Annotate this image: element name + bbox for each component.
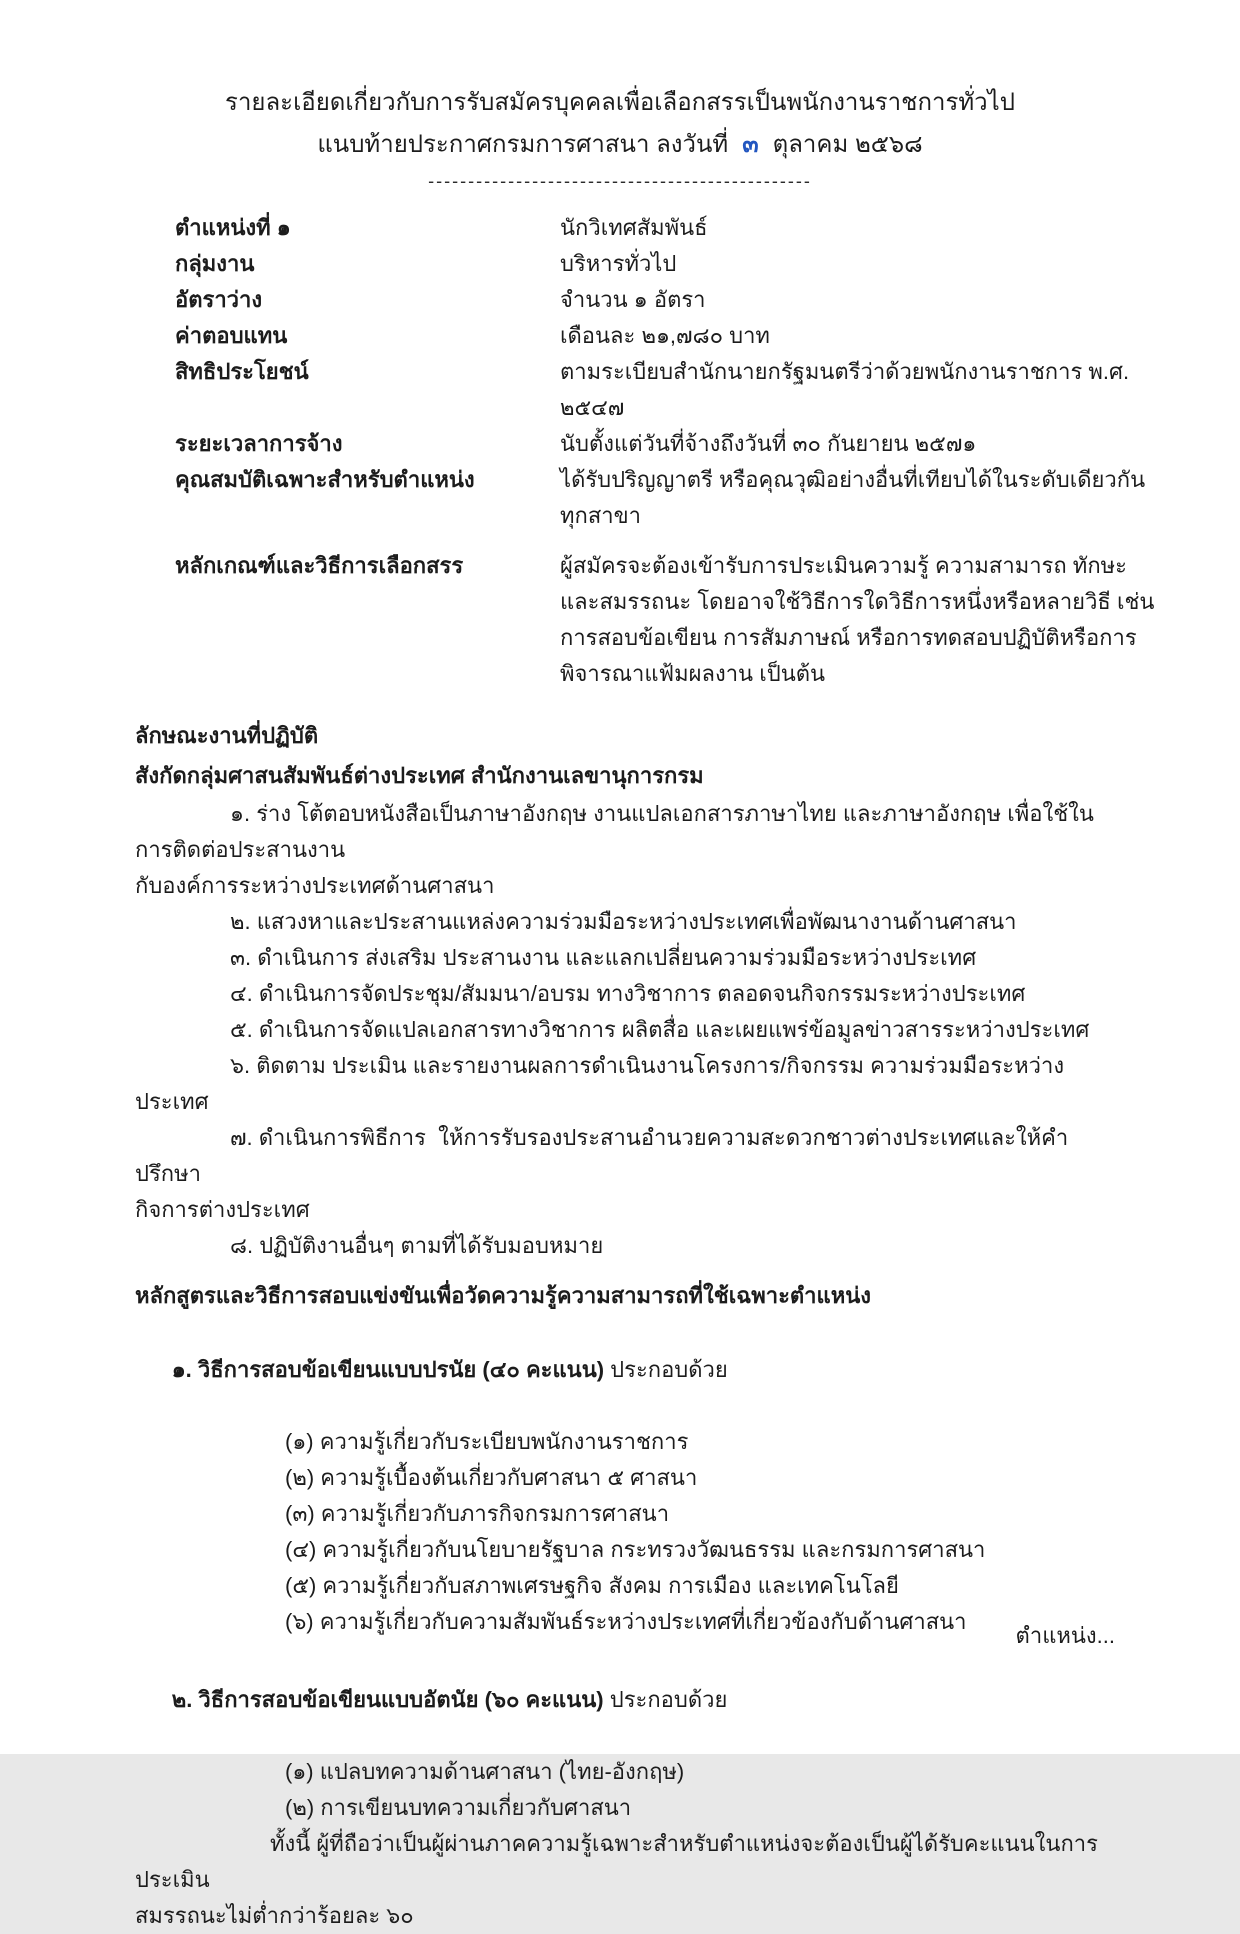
dashed-separator: ------------------------------------------------	[428, 171, 812, 191]
exam-part2-item: (๒) การเขียนบทความเกี่ยวกับศาสนา	[285, 1795, 632, 1820]
exam-note-line-continuation: สมรรถนะไม่ต่ำกว่าร้อยละ ๖๐	[135, 1903, 414, 1928]
exam-part1-item: (๔) ความรู้เกี่ยวกับนโยบายรัฐบาล กระทรวงวัฒนธรรม และกรมการศาสนา	[285, 1537, 986, 1562]
exam-part1-item: (๒) ความรู้เบื้องต้นเกี่ยวกับศาสนา ๕ ศาสนา	[285, 1465, 698, 1490]
exam-part1-title-rest: ประกอบด้วย	[604, 1357, 728, 1382]
detail-value: ผู้สมัครจะต้องเข้ารับการประเมินความรู้ ความสามารถ ทักษะ และสมรรถนะ โดยอาจใช้วิธีการใดวิธีการหนึ่งหรือหลายวิธี เช่น การสอบข้อเขียน การสัมภาษณ์ หรือการทดสอบปฏิบัติหรือการ พิจารณาแฟ้มผลงาน เป็นต้น	[560, 553, 1155, 686]
page-continuation-marker: ตำแหน่ง...	[1015, 1623, 1115, 1648]
detail-value: บริหารทั่วไป	[560, 251, 677, 276]
detail-label: ค่าตอบแทน	[175, 323, 288, 348]
duty-line: ๓. ดำเนินการ ส่งเสริม ประสานงาน และแลกเปลี่ยนความร่วมมือระหว่างประเทศ	[230, 945, 977, 970]
duties-subheading: สังกัดกลุ่มศาสนสัมพันธ์ต่างประเทศ สำนักงานเลขานุการกรม	[135, 763, 704, 788]
duties-section	[135, 716, 1120, 1264]
duty-line: ๘. ปฏิบัติงานอื่นๆ ตามที่ได้รับมอบหมาย	[230, 1233, 604, 1258]
detail-label: กลุ่มงาน	[175, 251, 255, 276]
duty-line: ๗. ดำเนินการพิธีการ ให้การรับรองประสานอำนวยความสะดวกชาวต่างประเทศและให้คำปรึกษา	[135, 1125, 1069, 1186]
exam-part2-title	[135, 1646, 1120, 1754]
detail-row-salary	[175, 318, 1180, 354]
duties-heading: ลักษณะงานที่ปฏิบัติ	[135, 723, 319, 748]
title-line2-suffix: ตุลาคม ๒๕๖๘	[772, 131, 923, 158]
detail-row-vacancy	[175, 282, 1180, 318]
detail-value: นักวิเทศสัมพันธ์	[560, 215, 708, 240]
detail-label: คุณสมบัติเฉพาะสำหรับตำแหน่ง	[175, 467, 475, 492]
detail-label: อัตราว่าง	[175, 287, 263, 312]
detail-row-employment-period	[175, 426, 1180, 462]
detail-row-position	[175, 210, 1180, 246]
detail-value: เดือนละ ๒๑,๗๘๐ บาท	[560, 323, 770, 348]
exam-section	[135, 1276, 1120, 1934]
exam-part1-item: (๖) ความรู้เกี่ยวกับความสัมพันธ์ระหว่างประเทศที่เกี่ยวข้องกับด้านศาสนา	[285, 1609, 967, 1634]
detail-value: ได้รับปริญญาตรี หรือคุณวุฒิอย่างอื่นที่เทียบได้ในระดับเดียวกัน ทุกสาขา	[560, 467, 1146, 528]
duty-line-continuation: กิจการต่างประเทศ	[135, 1197, 310, 1222]
detail-label: ระยะเวลาการจ้าง	[175, 431, 343, 456]
detail-row-benefits	[175, 354, 1180, 426]
duty-line: ๔. ดำเนินการจัดประชุม/สัมมนา/อบรม ทางวิชาการ ตลอดจนกิจกรรมระหว่างประเทศ	[230, 981, 1026, 1006]
exam-part2-title-rest: ประกอบด้วย	[603, 1687, 728, 1712]
duty-line: ๕. ดำเนินการจัดแปลเอกสารทางวิชาการ ผลิตสื่อ และเผยแพร่ข้อมูลข่าวสารระหว่างประเทศ	[230, 1017, 1090, 1042]
exam-part2-item: (๑) แปลบทความด้านศาสนา (ไทย-อังกฤษ)	[285, 1759, 685, 1784]
title-line2-prefix: แนบท้ายประกาศกรมการศาสนา ลงวันที่	[317, 131, 729, 158]
exam-part1-item: (๕) ความรู้เกี่ยวกับสภาพเศรษฐกิจ สังคม การเมือง และเทคโนโลยี	[285, 1573, 899, 1598]
detail-row-workgroup	[175, 246, 1180, 282]
announcement-date-day: ๓	[742, 131, 759, 158]
exam-note-line: ทั้งนี้ ผู้ที่ถือว่าเป็นผู้ผ่านภาคความรู้เฉพาะสำหรับตำแหน่งจะต้องเป็นผู้ได้รับคะแนนในการประเมิน	[135, 1831, 1098, 1892]
detail-row-qualifications	[175, 462, 1180, 534]
detail-label: สิทธิประโยชน์	[175, 359, 309, 384]
detail-row-selection-criteria	[175, 548, 1180, 692]
position-details-block	[175, 210, 1180, 692]
document-title-line1: รายละเอียดเกี่ยวกับการรับสมัครบุคคลเพื่อเลือกสรรเป็นพนักงานราชการทั่วไป	[225, 89, 1015, 116]
duty-line-continuation: กับองค์การระหว่างประเทศด้านศาสนา	[135, 873, 495, 898]
duty-line: ๖. ติดตาม ประเมิน และรายงานผลการดำเนินงานโครงการ/กิจกรรม ความร่วมมือระหว่างประเทศ	[135, 1053, 1065, 1114]
duty-line: ๒. แสวงหาและประสานแหล่งความร่วมมือระหว่างประเทศเพื่อพัฒนางานด้านศาสนา	[230, 909, 1017, 934]
detail-value: จำนวน ๑ อัตรา	[560, 287, 706, 312]
exam-part1-item: (๑) ความรู้เกี่ยวกับระเบียบพนักงานราชการ	[285, 1429, 689, 1454]
detail-label: ตำแหน่งที่ ๑	[175, 215, 291, 240]
exam-part1-title	[135, 1316, 1120, 1424]
document-title-block	[0, 0, 1240, 166]
document-title-line2	[0, 124, 1240, 166]
detail-value: ตามระเบียบสำนักนายกรัฐมนตรีว่าด้วยพนักงานราชการ พ.ศ. ๒๕๔๗	[560, 359, 1136, 420]
exam-part1-title-bold: ๑. วิธีการสอบข้อเขียนแบบปรนัย (๔๐ คะแนน)	[171, 1357, 605, 1382]
detail-value: นับตั้งแต่วันที่จ้างถึงวันที่ ๓๐ กันยายน ๒๕๗๑	[560, 431, 977, 456]
exam-part1-item: (๓) ความรู้เกี่ยวกับภารกิจกรมการศาสนา	[285, 1501, 670, 1526]
duty-line: ๑. ร่าง โต้ตอบหนังสือเป็นภาษาอังกฤษ งานแปลเอกสารภาษาไทย และภาษาอังกฤษ เพื่อใช้ในการติดต่อประสานงาน	[135, 801, 1094, 862]
exam-part2-title-bold: ๒. วิธีการสอบข้อเขียนแบบอัตนัย (๖๐ คะแนน)	[171, 1687, 604, 1712]
detail-label: หลักเกณฑ์และวิธีการเลือกสรร	[175, 553, 464, 578]
exam-heading: หลักสูตรและวิธีการสอบแข่งขันเพื่อวัดความรู้ความสามารถที่ใช้เฉพาะตำแหน่ง	[135, 1283, 872, 1308]
